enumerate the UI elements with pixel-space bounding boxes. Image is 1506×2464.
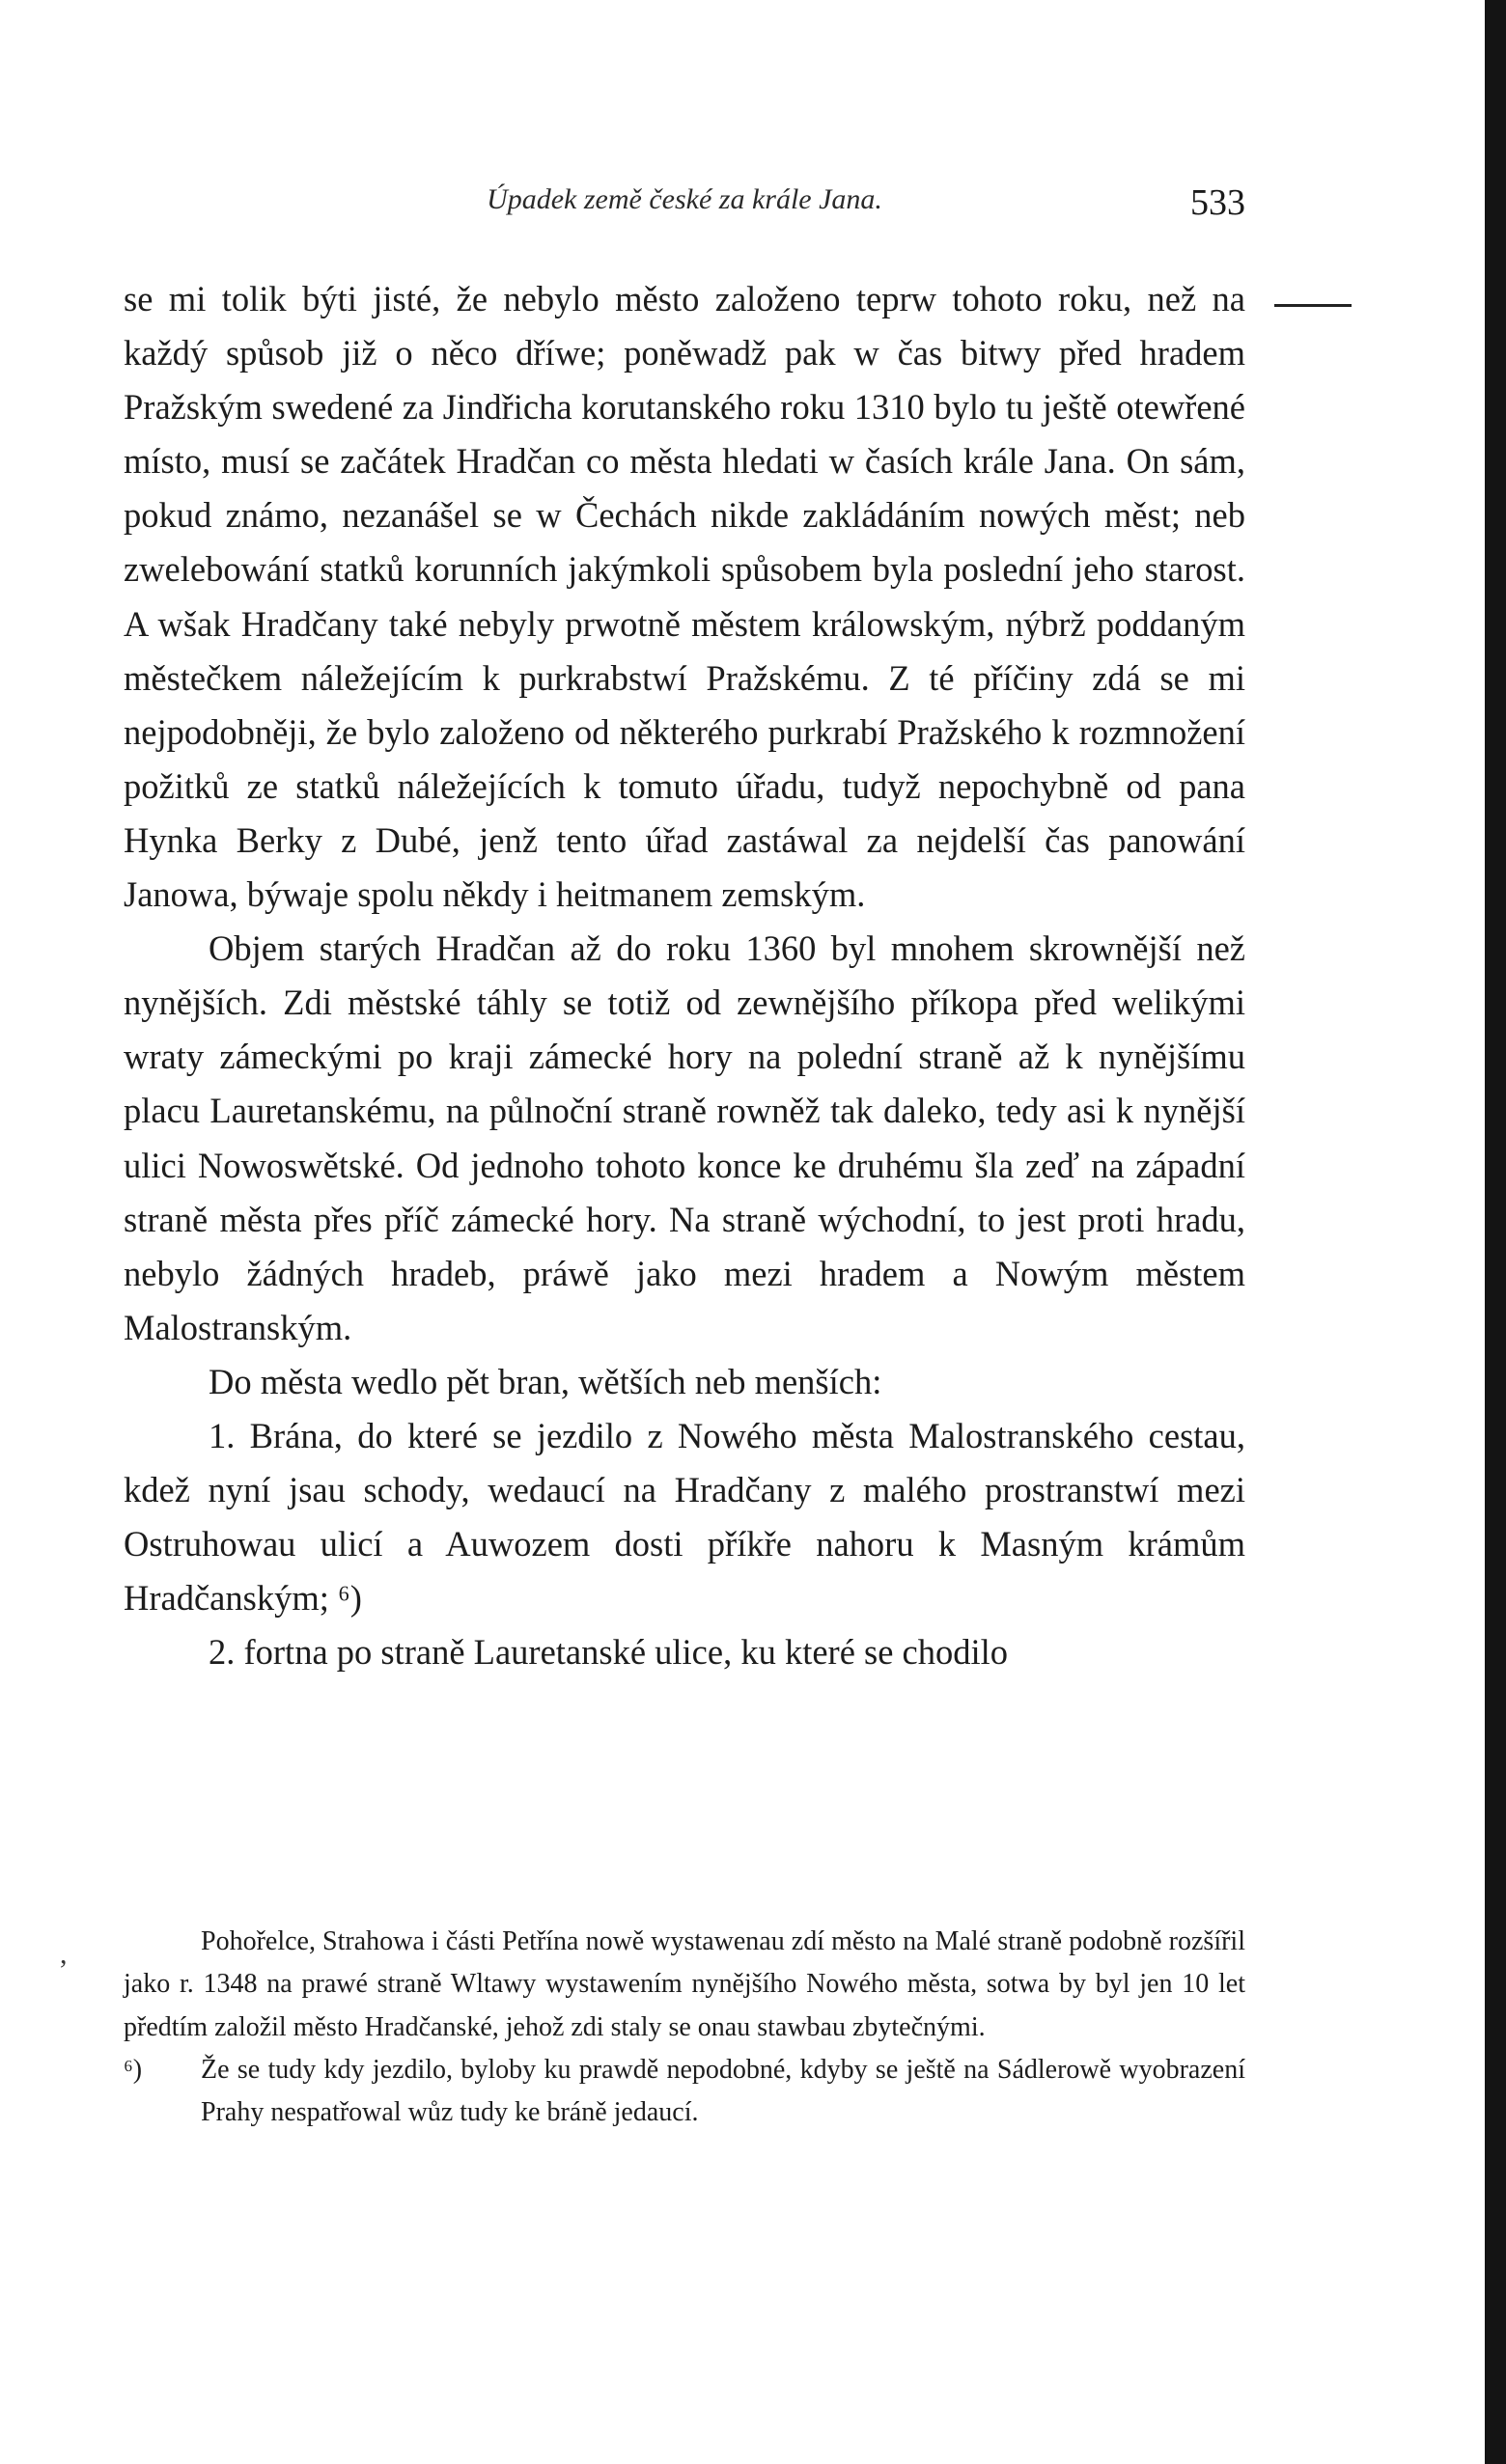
page-number: 533 [1190, 182, 1245, 223]
footnote-text: Že se tudy kdy jezdilo, byloby ku prawdě nepodobné, kdyby se ještě na Sádlerowě wyobrazení Prahy nespatřowal wůz tudy ke bráně jedaucí. [201, 2054, 1245, 2128]
main-text [124, 272, 1245, 1679]
scan-edge [1485, 0, 1506, 2464]
list-item-gate-2: 2. fortna po straně Lauretanské ulice, ku které se chodilo [209, 1632, 1009, 1673]
page-header [124, 183, 1245, 232]
margin-mark [1274, 304, 1352, 307]
paragraph-continuation: se mi tolik býti jisté, že nebylo město založeno teprw tohoto roku, než na každý spůsob již o něco dříwe; poněwadž pak w čas bitwy před hradem Pražským swedené za Jindřicha korutanského roku 1310 bylo tu ještě otewřené místo, musí se začátek Hradčan co města hledati w časích krále Jana. On sám, pokud známo, nezanášel se w Čechách nikde zakládáním nowých měst; neb zwelebowání statků korunních jakýmkoli spůsobem byla poslední jeho starost. A wšak Hradčany také nebyly prwotně městem králowským, nýbrž poddaným městečkem náležejícím k purkrabstwí Pražskému. Z té příčiny zdá se mi nejpodobněji, že bylo založeno od některého purkrabí Pražského k rozmnožení požitků ze statků náležejících k tomuto úřadu, tudyž nepochybně od pana Hynka Berky z Dubé, jenž tento úřad zastáwal za nejdelší čas panowání Janowa, býwaje spolu někdy i heitmanem zemským. [124, 279, 1245, 915]
margin-speck: , [60, 1938, 68, 1970]
list-item-gate-1: 1. Brána, do které se jezdilo z Nowého města Malostranského cestau, kdež nyní jsau schody, wedaucí na Hradčany z malého prostranstwí mezi Ostruhowau ulicí a Auwozem dosti příkře nahoru k Masným krámům Hradčanským; ⁶) [124, 1415, 1245, 1619]
footnote [124, 2049, 1245, 2135]
paragraph: Objem starých Hradčan až do roku 1360 byl mnohem skrownější než nynějších. Zdi městské táhly se totiž od zewnějšího příkopa před welikými wraty zámeckými po kraji zámecké hory na polední straně až k nynějšímu placu Lauretanskému, na půlnoční straně rowněž tak daleko, tedy asi k nynější ulici Nowoswětské. Od jednoho tohoto konce ke druhému šla zeď na západní straně města přes příč zámecké hory. Na straně wýchodní, to jest proti hradu, nebylo žádných hradeb, práwě jako mezi hradem a Nowým městem Malostranským. [124, 928, 1245, 1347]
footnote-continued: Pohořelce, Strahowa i části Petřína nowě wystawenau zdí město na Malé straně podobně rozšířil jako r. 1348 na prawé straně Wltawy wystawením nynějšího Nowého města, sotwa by byl jen 10 let předtím založil město Hradčanské, jehož zdi staly se onau stawbau zbytečnými. [124, 1926, 1245, 2042]
footnote-marker: ⁶) [124, 2054, 143, 2085]
paragraph-list-intro: Do města wedlo pět bran, wětších neb menších: [209, 1361, 882, 1401]
running-title: Úpadek země české za krále Jana. [487, 183, 882, 215]
footnotes [124, 1921, 1245, 2134]
